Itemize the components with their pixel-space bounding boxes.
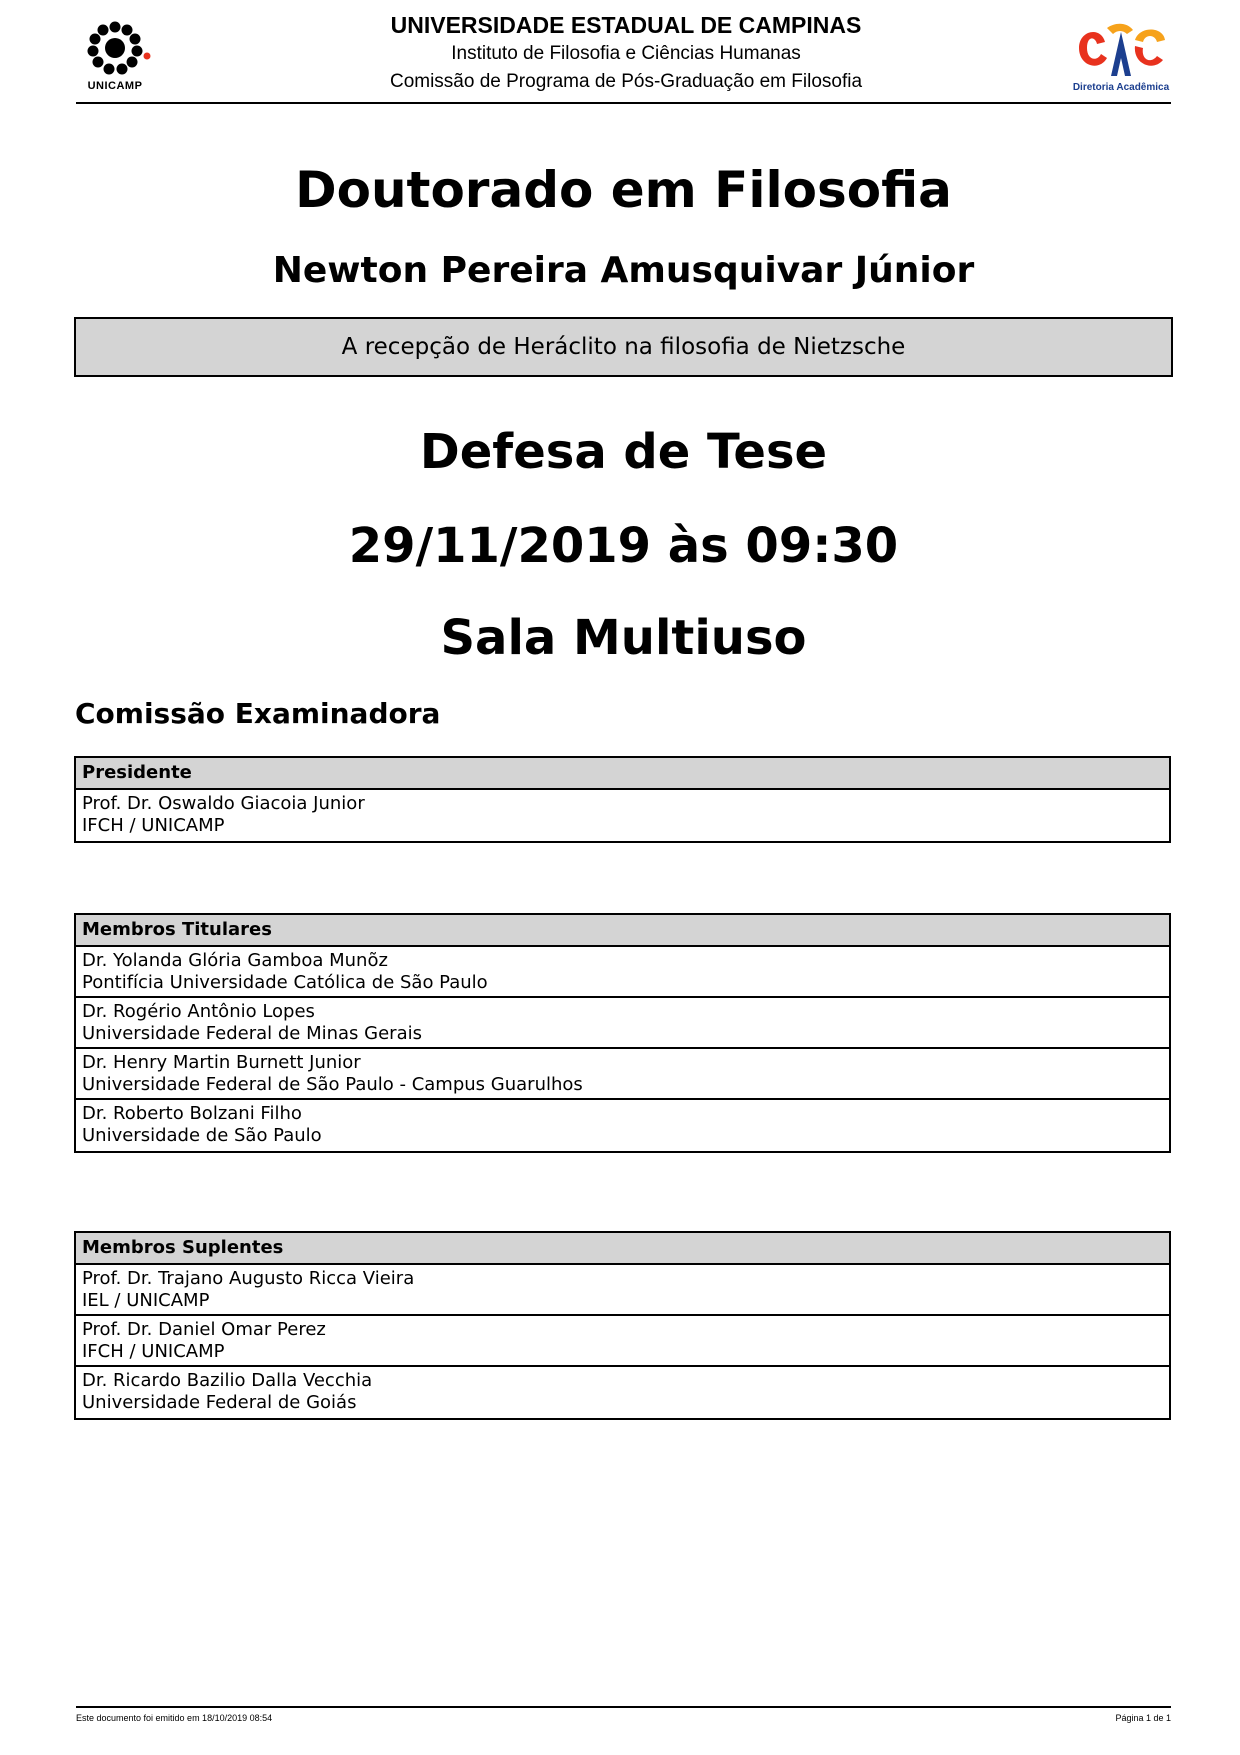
member-institution: Universidade Federal de Minas Gerais [82, 1023, 422, 1044]
member-name: Dr. Ricardo Bazilio Dalla Vecchia [82, 1370, 373, 1391]
table-row [76, 1100, 1169, 1151]
table-header: Membros Suplentes [76, 1233, 1169, 1265]
diretoria-academica-logo [1071, 20, 1171, 100]
commission-name: Comissão de Programa de Pós-Graduação em Filosofia [389, 71, 863, 92]
table-row [76, 790, 1169, 841]
table-row [76, 1316, 1169, 1367]
institute-name: Instituto de Filosofia e Ciências Humanas [451, 43, 801, 64]
program-title: Doutorado em Filosofia [295, 161, 952, 219]
document-header [76, 10, 1171, 104]
member-name: Prof. Dr. Daniel Omar Perez [82, 1319, 326, 1340]
suplentes-table [74, 1231, 1171, 1420]
table-header: Presidente [76, 758, 1169, 790]
member-institution: Universidade de São Paulo [82, 1125, 322, 1146]
member-name: Dr. Rogério Antônio Lopes [82, 1001, 315, 1022]
issued-date: Este documento foi emitido em 18/10/2019 08:54 [76, 1713, 273, 1723]
member-institution: IFCH / UNICAMP [82, 815, 225, 836]
candidate-name: Newton Pereira Amusquivar Júnior [272, 250, 975, 291]
member-institution: Universidade Federal de São Paulo - Campus Guarulhos [82, 1074, 583, 1095]
header-titles [236, 10, 1016, 96]
event-datetime: 29/11/2019 às 09:30 [348, 518, 899, 574]
member-institution: Universidade Federal de Goiás [82, 1392, 357, 1413]
table-row [76, 1367, 1169, 1418]
table-header: Membros Titulares [76, 915, 1169, 947]
page-number: Página 1 de 1 [1115, 1713, 1171, 1723]
event-type: Defesa de Tese [419, 424, 828, 480]
member-name: Prof. Dr. Oswaldo Giacoia Junior [82, 793, 365, 814]
table-row [76, 947, 1169, 998]
member-institution: IFCH / UNICAMP [82, 1341, 225, 1362]
unicamp-logo-text: UNICAMP [87, 80, 143, 92]
diretoria-logo-text: Diretoria Acadêmica [1072, 82, 1170, 93]
thesis-title: A recepção de Heráclito na filosofia de Nietzsche [341, 334, 906, 360]
president-table [74, 756, 1171, 843]
member-name: Dr. Roberto Bolzani Filho [82, 1103, 302, 1124]
dac-emblem-icon [1071, 20, 1171, 80]
titulares-table [74, 913, 1171, 1153]
committee-heading: Comissão Examinadora [75, 697, 441, 730]
university-name: UNIVERSIDADE ESTADUAL DE CAMPINAS [390, 12, 862, 38]
table-row [76, 998, 1169, 1049]
event-location: Sala Multiuso [440, 610, 807, 666]
document-footer [76, 1706, 1171, 1723]
table-row [76, 1049, 1169, 1100]
member-name: Dr. Yolanda Glória Gamboa Munõz [82, 950, 388, 971]
table-row [76, 1265, 1169, 1316]
unicamp-logo [76, 16, 154, 96]
member-institution: IEL / UNICAMP [82, 1290, 210, 1311]
member-name: Dr. Henry Martin Burnett Junior [82, 1052, 361, 1073]
thesis-title-box [74, 317, 1173, 377]
member-institution: Pontifícia Universidade Católica de São Paulo [82, 972, 488, 993]
unicamp-emblem-icon [76, 16, 154, 80]
member-name: Prof. Dr. Trajano Augusto Ricca Vieira [82, 1268, 415, 1289]
